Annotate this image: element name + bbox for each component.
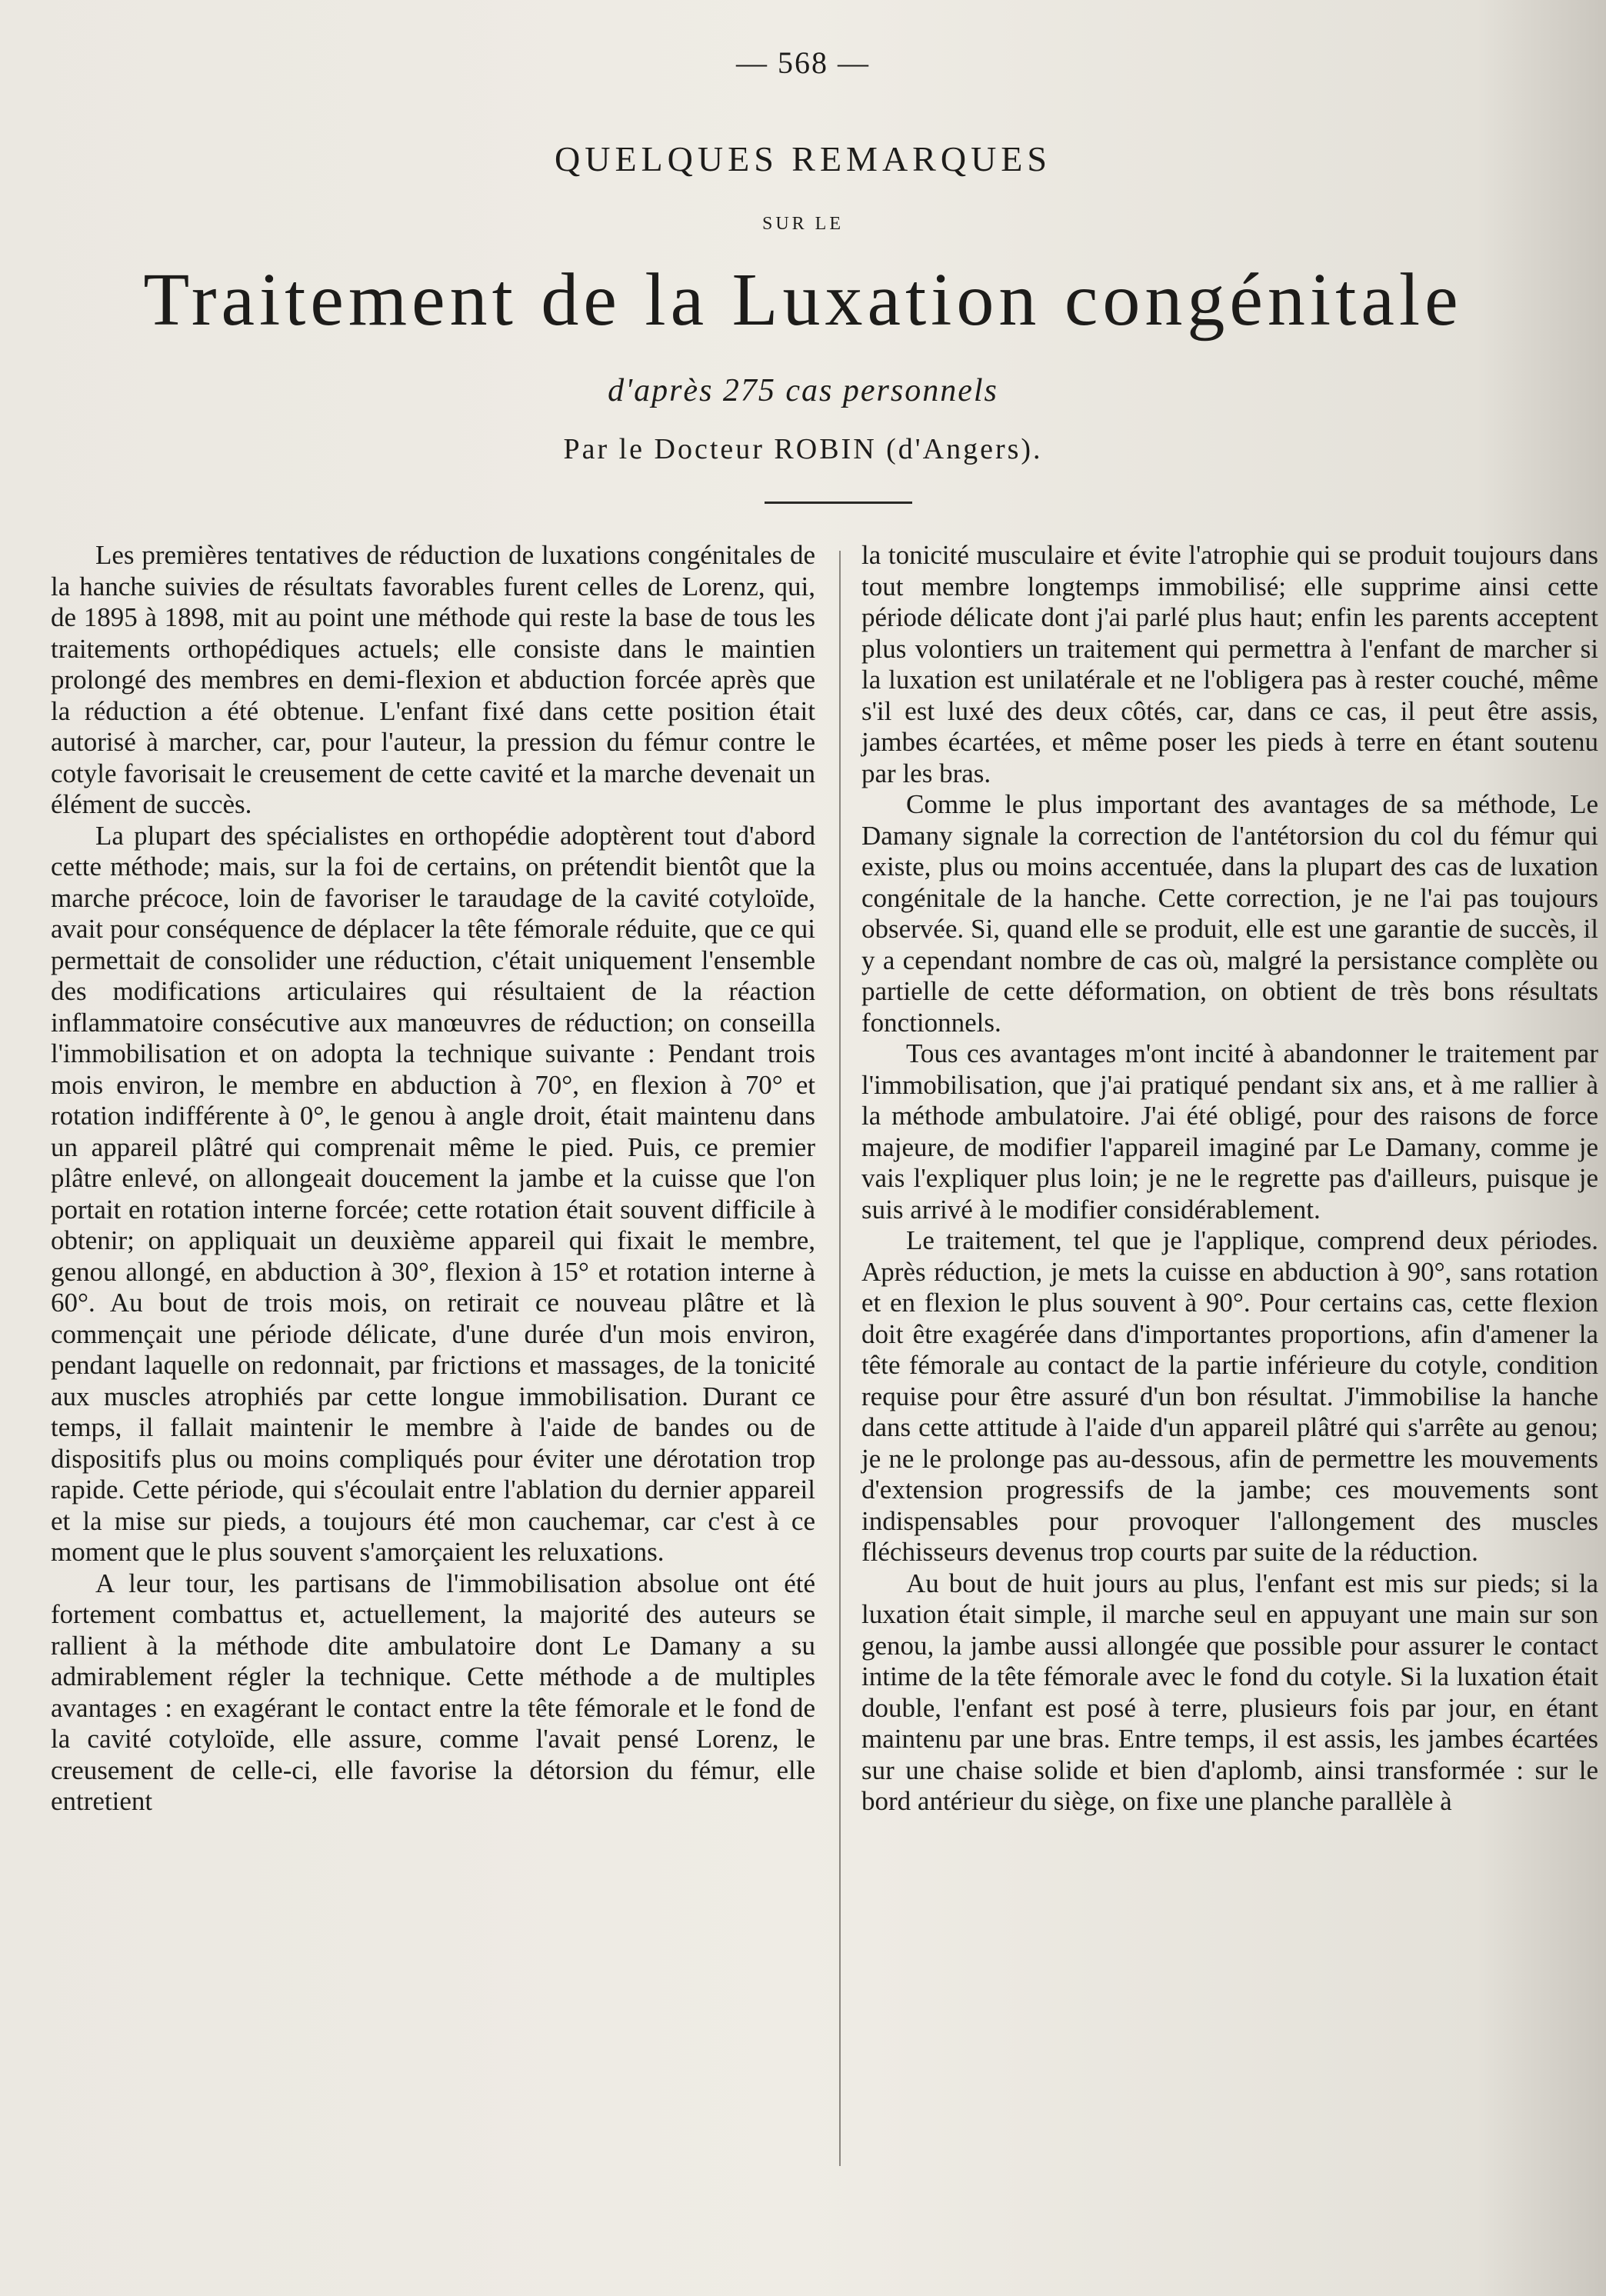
author-byline: Par le Docteur ROBIN (d'Angers). <box>563 433 1043 465</box>
paragraph: la tonicité musculaire et évite l'atrophie qui se produit toujours dans tout membre longtemps immobilisé; elle supprime ainsi cette période délicate dont j'ai parlé plus haut; enfin les parents acceptent plus volontiers un traitement qui permettra à l'enfant de marcher si la luxation est unilatérale et ne l'obligera pas à rester couché, même s'il est luxé des deux côtés, car, dans ce cas, il peut être assis, jambes écartées, et même poser les pieds à terre en étant soutenu par les bras. <box>861 540 1598 788</box>
right-text-column <box>861 540 1598 1818</box>
paragraph: Le traitement, tel que je l'applique, comprend deux périodes. Après réduction, je mets la cuisse en abduction à 90°, sans rotation et en flexion le plus souvent à 90°. Pour certains cas, cette flexion doit être exagérée dans d'importantes proportions, afin d'amener la tête fémorale au contact de la partie inférieure du cotyle, condition requise pour être assuré d'un bon résultat. J'immobilise la hanche dans cette attitude à l'aide d'un appareil plâtré qui s'arrête au genou; je ne le prolonge pas au-dessous, afin de permettre les mouvements d'extension progressifs de la jambe; ces mouvements sont indispensables pour provoquer l'allongement des muscles fléchisseurs devenus trop courts par suite de la réduction. <box>861 1225 1598 1567</box>
article-title: Traitement de la Luxation congénitale <box>143 258 1463 342</box>
paragraph: A leur tour, les partisans de l'immobilisation absolue ont été fortement combattus et, actuellement, la majorité des auteurs se rallient à la méthode dite ambulatoire dont Le Damany a su admirablement régler la technique. Cette méthode a de multiples avantages : en exagérant le contact entre la tête fémorale et le fond de la cavité cotyloïde, elle assure, comme l'avait pensé Lorenz, le creusement de celle-ci, elle favorise la détorsion du fémur, elle entretient <box>51 1568 815 1816</box>
page-number: — 568 — <box>736 45 870 80</box>
title-separator-rule <box>765 502 912 504</box>
paragraph: Tous ces avantages m'ont incité à abandonner le traitement par l'immobilisation, que j'ai pratiqué pendant six ans, et à me rallier à la méthode ambulatoire. J'ai été obligé, pour des raisons de force majeure, de modifier l'appareil imaginé par Le Damany, comme je vais l'expliquer plus loin; je ne le regrette pas d'ailleurs, puisque je suis arrivé à le modifier considérablement. <box>861 1038 1598 1225</box>
header-line-sur-le: SUR LE <box>761 214 844 234</box>
column-divider <box>839 551 841 2166</box>
paragraph: La plupart des spécialistes en orthopédie adoptèrent tout d'abord cette méthode; mais, sur la foi de certains, on prétendit bientôt que la marche précoce, loin de favoriser le taraudage de la cavité cotyloïde, avait pour conséquence de déplacer la tête fémorale réduite, que ce qui permettait de consolider une réduction, c'était uniquement l'ensemble des modifications articulaires qui résultaient de la réaction inflammatoire consécutive aux manœuvres de réduction; on conseilla l'immobilisation et on adopta la technique suivante : Pendant trois mois environ, le membre en abduction à 70°, en flexion à 70° et rotation indifférente à 0°, le genou à angle droit, était maintenu dans un appareil plâtré qui comprenait même le pied. Puis, ce premier plâtre enlevé, on allongeait doucement la jambe et la cuisse que l'on portait en rotation interne forcée; cette rotation était souvent difficile à obtenir; on appliquait un deuxième appareil qui fixait le membre, genou allongé, en abduction à 30°, flexion à 15° et rotation interne à 60°. Au bout de trois mois, on retirait ce nouveau plâtre et là commençait une période délicate, d'une durée d'un mois environ, pendant laquelle on redonnait, par frictions et massages, de la tonicité aux muscles atrophiés par cette longue immobilisation. Durant ce temps, il fallait maintenir le membre à l'aide de bandes ou de dispositifs plus ou moins compliqués pour éviter une dérotation trop rapide. Cette période, qui s'écoulait entre l'ablation du dernier appareil et la mise sur pieds, a toujours été mon cauchemar, car c'est à ce moment que le plus souvent s'amorçaient les reluxations. <box>51 820 815 1567</box>
header-line-quelques-remarques: QUELQUES REMARQUES <box>555 139 1051 178</box>
paragraph: Les premières tentatives de réduction de luxations congénitales de la hanche suivies de résultats favorables furent celles de Lorenz, qui, de 1895 à 1898, mit au point une méthode qui reste la base de tous les traitements orthopédiques actuels; elle consiste dans le maintien prolongé des membres en demi-flexion et abduction forcée après que la réduction a été obtenue. L'enfant fixé dans cette position était autorisé à marcher, car, pour l'auteur, la pression du fémur contre le cotyle favorisait le creusement de cette cavité et la marche devenait un élément de succès. <box>51 540 815 819</box>
paragraph: Comme le plus important des avantages de sa méthode, Le Damany signale la correction de l'antétorsion du col du fémur qui existe, plus ou moins accentuée, dans la plupart des cas de luxation congénitale de la hanche. Cette correction, je ne l'ai pas toujours observée. Si, quand elle se produit, elle est une garantie de succès, il y a cependant nombre de cas où, malgré la persistance complète ou partielle de cette déformation, on obtient de très bons résultats fonctionnels. <box>861 789 1598 1038</box>
left-text-column <box>51 540 815 1818</box>
article-subtitle: d'après 275 cas personnels <box>608 373 998 408</box>
paragraph: Au bout de huit jours au plus, l'enfant est mis sur pieds; si la luxation était simple, il marche seul en appuyant une main sur son genou, la jambe aussi allongée que possible pour assurer le contact intime de la tête fémorale avec le fond du cotyle. Si la luxation était double, l'enfant est posé à terre, plusieurs fois par jour, en étant maintenu par une bras. Entre temps, il est assis, les jambes écartées sur une chaise solide et bien d'aplomb, ainsi transformée : sur le bord antérieur du siège, on fixe une planche parallèle à <box>861 1568 1598 1816</box>
